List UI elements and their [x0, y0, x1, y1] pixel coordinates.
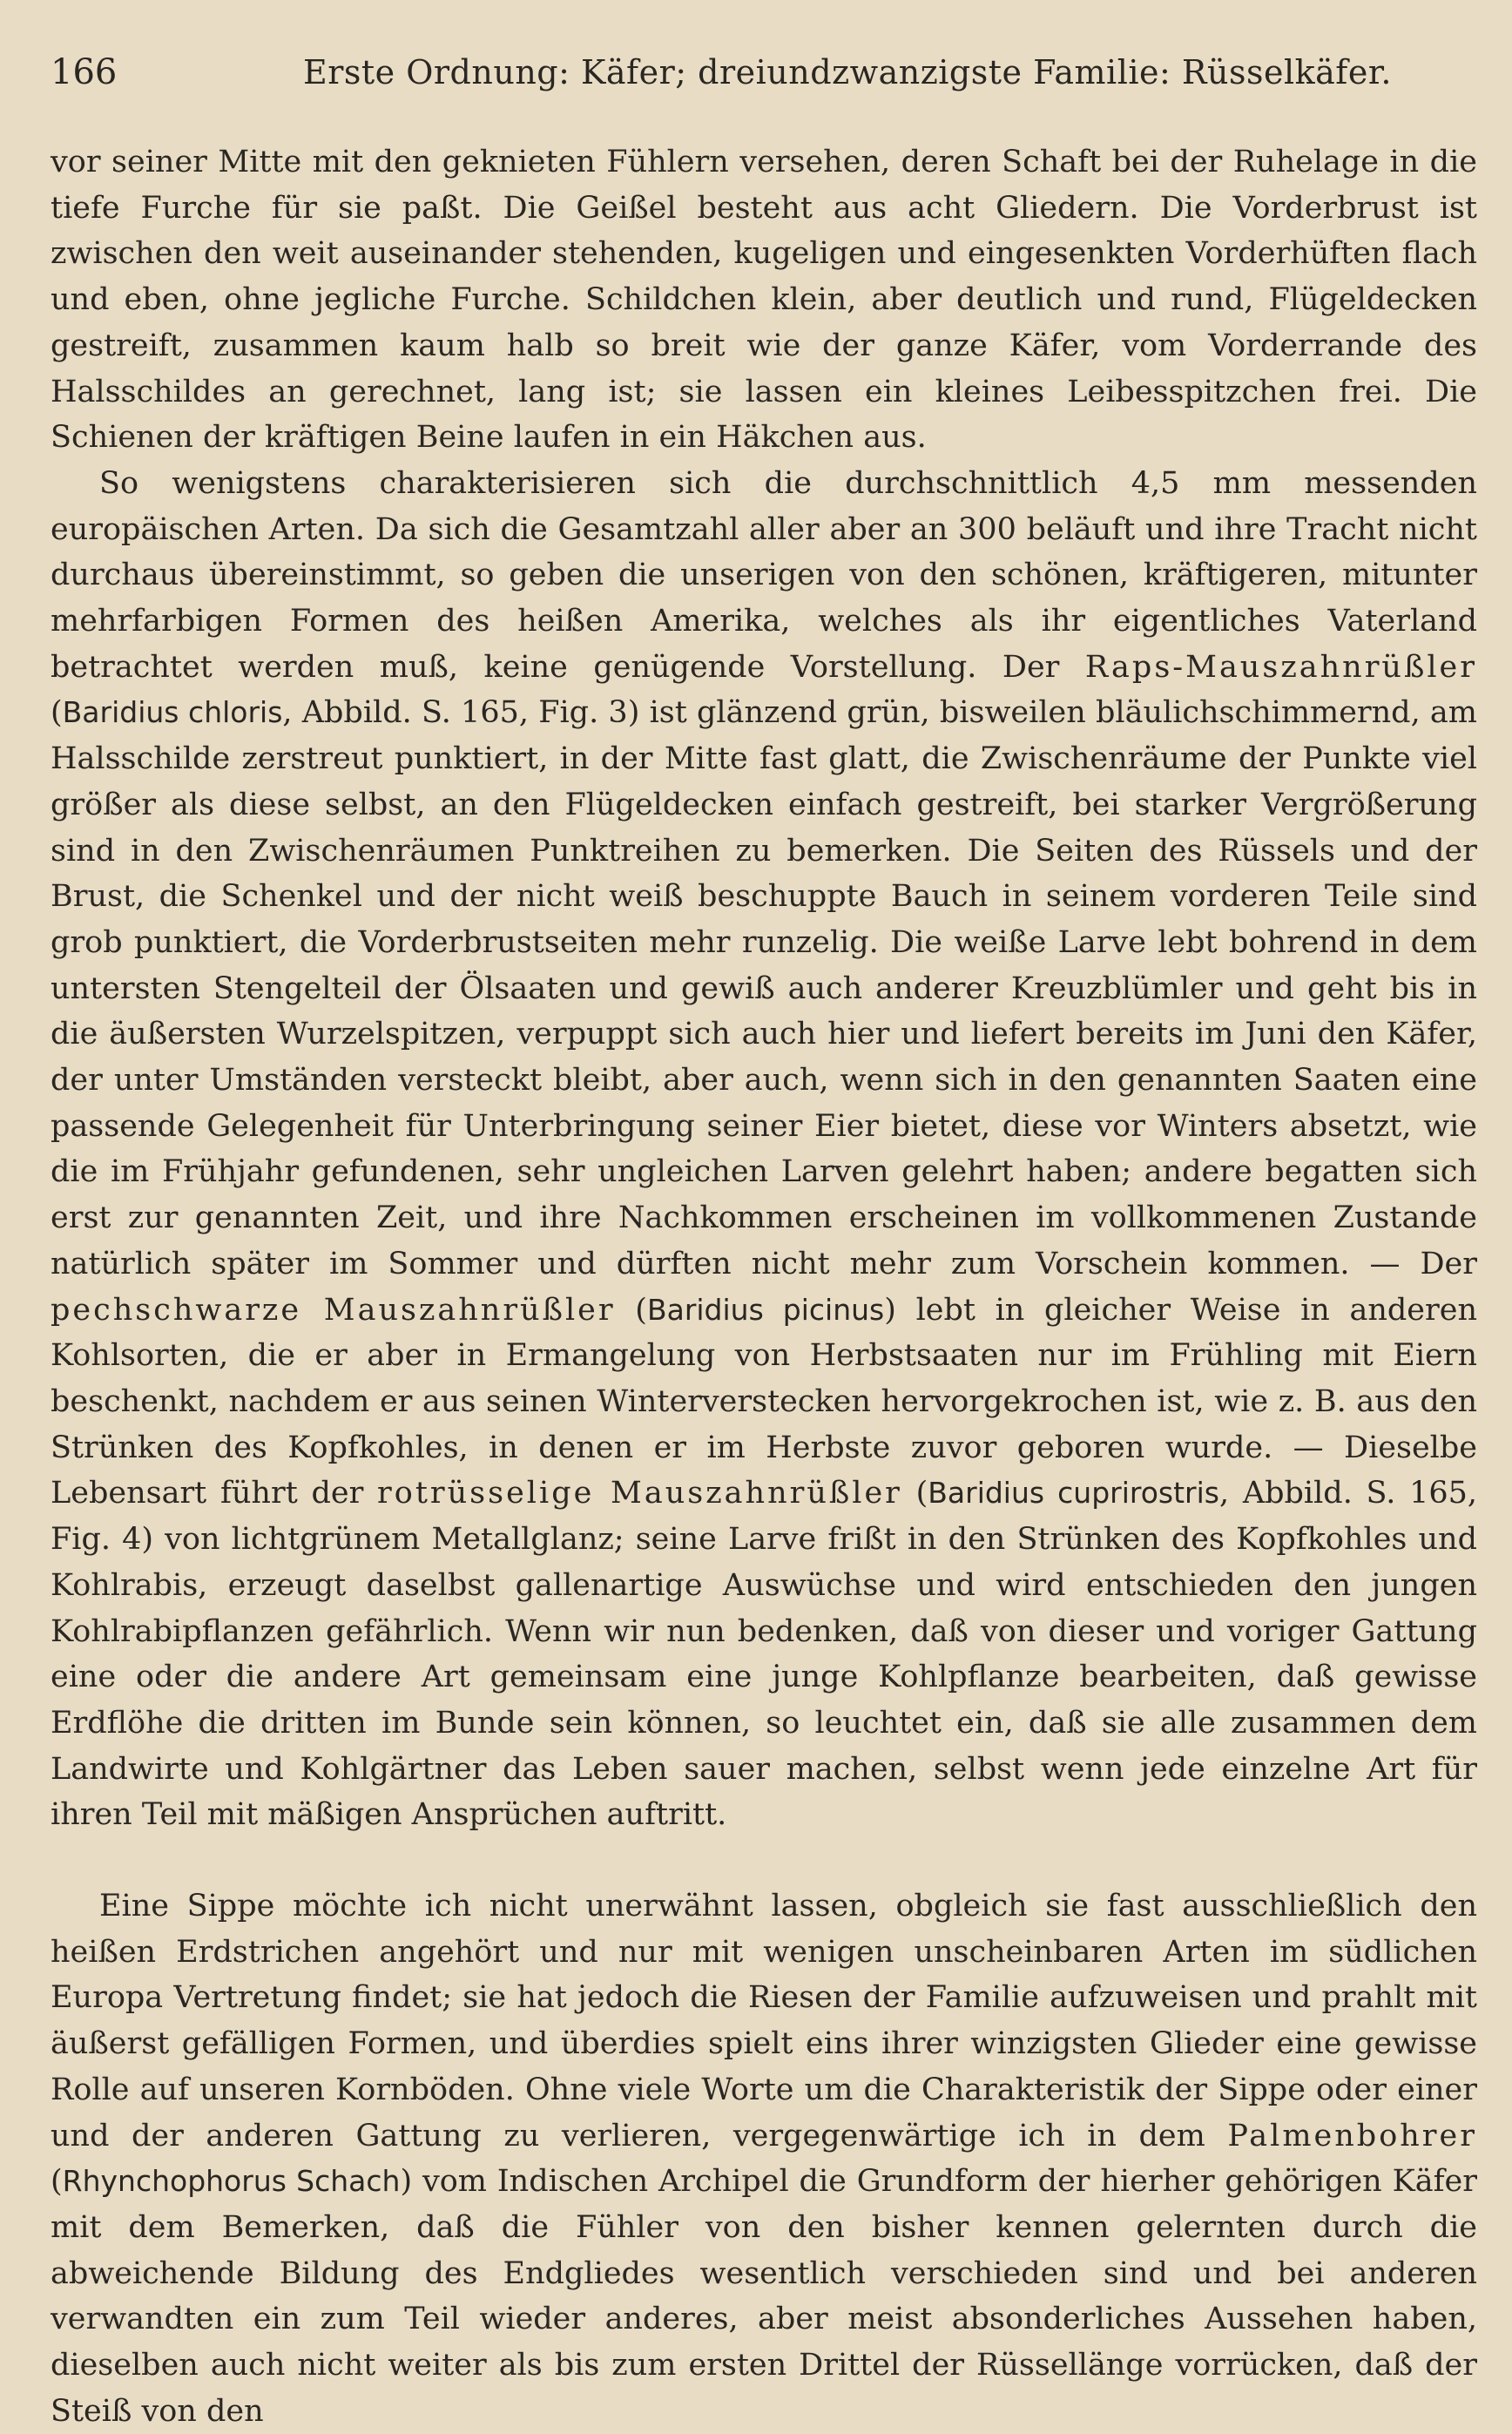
latin-name-baridius-chloris: Baridius chloris [62, 695, 283, 730]
species-name-palmenbohrer: Palmenbohrer [1227, 2118, 1477, 2153]
paragraph-1 [51, 139, 1477, 461]
paragraph-2-text-3: , Abbild. S. 165, Fig. 3) ist glänzend grün, bisweilen bläulichschimmernd, am Halsschilde zerstreut punktiert, in der Mitte fast glatt, die Zwischenräume der Punkte viel größer als diese selbst, an den Flügeldecken einfach gestreift, bei starker Vergrößerung sind in den Zwischenräumen Punktreihen zu bemerken. Die Seiten des Rüssels und der Brust, die Schenkel und der nicht weiß beschuppte Bauch in seinem vorderen Teile sind grob punktiert, die Vorderbrustseiten mehr runzelig. Die weiße Larve lebt bohrend in dem untersten Stengelteil der Ölsaaten und gewiß auch anderer Kreuzblümler und geht bis in die äußersten Wurzelspitzen, verpuppt sich auch hier und liefert bereits im Juni den Käfer, der unter Umständen versteckt bleibt, aber auch, wenn sich in den genannten Saaten eine passende Gelegenheit für Unterbringung seiner Eier bietet, diese vor Winters absetzt, wie die im Frühjahr gefundenen, sehr ungleichen Larven gelehrt haben; andere begatten sich erst zur genannten Zeit, und ihre Nachkommen erscheinen im vollkommenen Zustande natürlich später im Sommer und dürften nicht mehr zum Vorschein kommen. — Der [51, 695, 1477, 1281]
paragraph-3-text-2: ( [51, 2164, 63, 2200]
paragraph-2-text-5: ) lebt in gleicher Weise in anderen Kohlsorten, die er aber in Ermangelung von Herbstsaaten nur im Frühling mit Eiern beschenkt, nachdem er aus seinen Winterverstecken hervorgekrochen ist, wie z. B. aus den Strünken des Kopfkohles, in denen er im Herbste zuvor geboren wurde. — Dieselbe Lebensart führt der [51, 1292, 1478, 1511]
species-name-rotruesseliger-mauszahnruessler: rotrüsselige Mauszahnrüßler [377, 1476, 902, 1511]
body-text [51, 139, 1477, 2434]
running-head-title: Erste Ordnung: Käfer; dreiundzwanzigste Familie: Rüsselkäfer. [303, 53, 1392, 91]
paragraph-1-text: vor seiner Mitte mit den geknieten Fühlern versehen, deren Schaft bei der Ruhelage in die tiefe Furche für sie paßt. Die Geißel besteht aus acht Gliedern. Die Vorderbrust ist zwischen den weit auseinander stehenden, kugeligen und eingesenkten Vorderhüften flach und eben, ohne jegliche Furche. Schildchen klein, aber deutlich und rund, Flügeldecken gestreift, zusammen kaum halb so breit wie der ganze Käfer, vom Vorderrande des Halsschildes an gerechnet, lang ist; sie lassen ein kleines Leibesspitzchen frei. Die Schienen der kräftigen Beine laufen in ein Häkchen aus. [51, 145, 1477, 456]
latin-name-baridius-cuprirostris: Baridius cuprirostris [928, 1476, 1219, 1511]
paragraph-2-text-7: , Abbild. S. 165, Fig. 4) von lichtgrünem Metallglanz; seine Larve frißt in den Strünken des Kopfkohles und Kohlrabis, erzeugt daselbst gallenartige Auswüchse und wird entschieden den jungen Kohlrabipflanzen gefährlich. Wenn wir nun bedenken, daß von dieser und voriger Gattung eine oder die andere Art gemeinsam eine junge Kohlpflanze bearbeiten, daß gewisse Erdflöhe die dritten im Bunde sein können, so leuchtet ein, daß sie alle zusammen dem Landwirte und Kohlgärtner das Leben sauer machen, selbst wenn jede einzelne Art für ihren Teil mit mäßigen Ansprüchen auftritt. [51, 1476, 1478, 1833]
paragraph-3-text-1: Eine Sippe möchte ich nicht unerwähnt lassen, obgleich sie fast ausschließlich den heißen Erdstrichen angehört und nur mit wenigen unscheinbaren Arten im südlichen Europa Vertretung findet; sie hat jedoch die Riesen der Familie aufzuweisen und prahlt mit äußerst gefälligen Formen, und überdies spielt eins ihrer winzigsten Glieder eine gewisse Rolle auf unseren Kornböden. Ohne viele Worte um die Charakteristik der Sippe oder einer und der anderen Gattung zu verlieren, vergegenwärtige ich in dem [51, 1889, 1477, 2153]
paragraph-3-text-3: ) vom Indischen Archipel die Grundform der hierher gehörigen Käfer mit dem Bemerken, daß die Fühler von den bisher kennen gelernten durch die abweichende Bildung des Endgliedes wesentlich verschieden sind und bei anderen verwandten ein zum Teil wieder anderes, aber meist absonderliches Aussehen haben, dieselben auch nicht weiter als bis zum ersten Drittel der Rüssellänge vorrücken, daß der Steiß von den [51, 2164, 1477, 2429]
paragraph-2-text-6: ( [901, 1476, 928, 1511]
latin-name-baridius-picinus: Baridius picinus [646, 1292, 885, 1327]
page-number: 166 [51, 52, 118, 92]
paragraph-3 [51, 1883, 1477, 2434]
latin-name-rhynchophorus-schach: Rhynchophorus Schach [62, 2164, 401, 2199]
paragraph-2-text-4: ( [615, 1292, 647, 1328]
species-name-pechschwarzer-mauszahnruessler: pechschwarze Mauszahnrüßler [51, 1292, 616, 1328]
paragraph-2-text-2: ( [51, 695, 63, 731]
species-name-raps-mauszahnruessler: Raps-Mauszahnrüßler [1084, 649, 1477, 685]
paragraph-2 [51, 461, 1477, 1838]
running-head [51, 52, 1477, 98]
paragraph-2-text-1: So wenigstens charakterisieren sich die durchschnittlich 4,5 mm messenden europäischen Arten. Da sich die Gesamtzahl aller aber an 300 beläuft und ihre Tracht nicht durchaus übereinstimmt, so geben die unserigen von den schönen, kräftigeren, mitunter mehrfarbigen Formen des heißen Amerika, welches als ihr eigentliches Vaterland betrachtet werden muß, keine genügende Vorstellung. Der [51, 465, 1477, 685]
